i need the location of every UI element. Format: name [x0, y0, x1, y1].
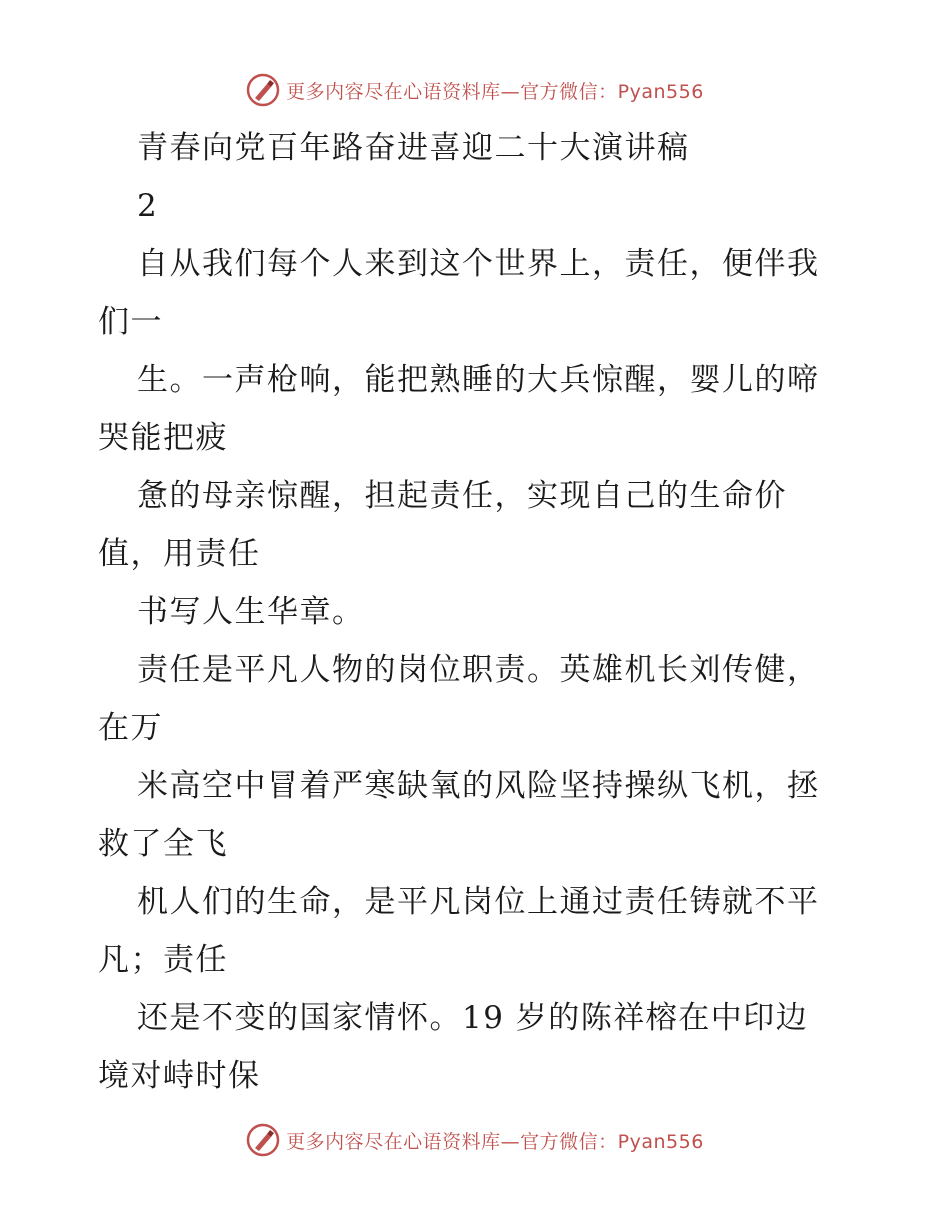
document-line: 哭能把疲: [98, 420, 228, 456]
document-line: 书写人生华章。: [137, 594, 365, 630]
document-line: 生。一声枪响，能把熟睡的大兵惊醒，婴儿的啼: [137, 362, 820, 398]
header-watermark-text: 更多内容尽在心语资料库—官方微信：Pyan556: [286, 80, 704, 103]
document-line: 米高空中冒着严寒缺氧的风险坚持操纵飞机，拯: [137, 768, 820, 804]
document-line: 2: [137, 188, 159, 224]
footer-watermark-text: 更多内容尽在心语资料库—官方微信：Pyan556: [286, 1130, 704, 1153]
footer-watermark-banner: [0, 1120, 950, 1160]
document-line: 值，用责任: [98, 536, 261, 572]
document-line: 自从我们每个人来到这个世界上，责任，便伴我: [137, 246, 820, 282]
document-line: 还是不变的国家情怀。19 岁的陈祥榕在中印边: [137, 1000, 809, 1036]
pen-logo-icon: [246, 1123, 280, 1157]
document-line: 机人们的生命，是平凡岗位上通过责任铸就不平: [137, 884, 820, 920]
document-line: 凡；责任: [98, 942, 228, 978]
document-line: 责任是平凡人物的岗位职责。英雄机长刘传健，: [137, 652, 820, 688]
header-watermark-banner: [0, 70, 950, 110]
document-line: 惫的母亲惊醒，担起责任，实现自己的生命价: [137, 478, 787, 514]
document-line: 境对峙时保: [98, 1058, 261, 1094]
pen-logo-icon: [246, 73, 280, 107]
document-title: 青春向党百年路奋进喜迎二十大演讲稿: [137, 130, 690, 166]
document-line: 在万: [98, 710, 163, 746]
document-line: 救了全飞: [98, 826, 228, 862]
document-line: 们一: [98, 304, 163, 340]
